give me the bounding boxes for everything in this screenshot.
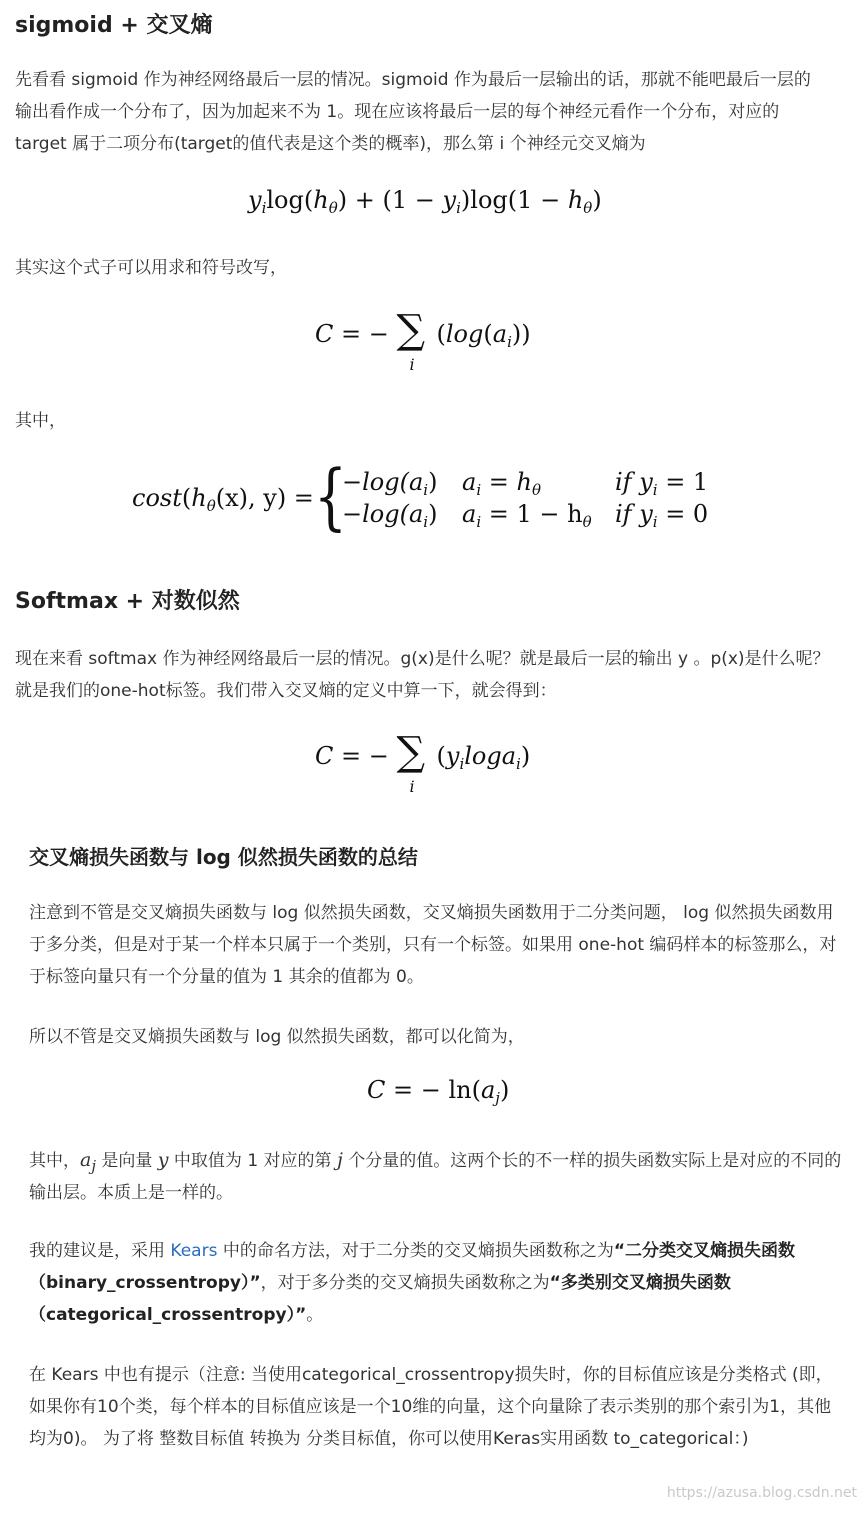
formula-neg-ln: C = − $\ln(a_j)$ [367,1076,510,1107]
formula-sum-log: C = − ∑ i $(\log(a_i))$ [315,307,531,374]
sum-operator: ∑ i [396,729,426,796]
formula-cost-row2-col2: $a_i = 1 - h_\theta$ [462,500,592,531]
formula-cost-row2-col1: $-\log(a_i)$ [342,500,438,531]
formula-softmax-sum: C = − ∑ i $(y_i\log a_i)$ [315,729,531,796]
sum-operator: ∑ i [396,307,426,374]
sigmoid-paragraph-2: 其实这个式子可以用求和符号改写， [15,258,287,278]
kears-link[interactable]: Kears [170,1241,218,1261]
summary-paragraph-5: 在 Kears 中也有提示（注意: 当使用categorical_crossentropy损失时，你的目标值应该是分类格式 (即，如果你有10个类，每个样本的目标值应该是一个10维的向量，这个向量除了表示类别的那个索引为1，其他均为0)。 为了将 整数目标值 转换为 分类目标值，你可以使用Keras实用函数 to_categorical：) [29,1365,833,1449]
formula-cost-row1-col2: $a_i = h_\theta$ [462,468,541,499]
inline-var-a-j: $a_j$ [80,1149,96,1175]
formula-cost-row1-col1: $-\log(a_i)$ [342,468,438,499]
summary-paragraph-1: 注意到不管是交叉熵损失函数与 log 似然损失函数，交叉熵损失函数用于二分类问题， log 似然损失函数用于多分类，但是对于某一个样本只属于一个类别，只有一个标签。如果用 one-hot 编码样本的标签那么，对于标签向量只有一个分量的值为 1 其余的值都为 0。 [29,903,837,987]
summary-paragraph-3: 其中，$a_j$ 是向量 y 中取值为 1 对应的第 j 个分量的值。这两个长的不一样的损失函数实际上是对应的不同的输出层。本质上是一样的。 [29,1149,842,1203]
formula-cost-brace: { [314,454,347,538]
binary-crossentropy-term: “二分类交叉熵损失函数（binary_crossentropy）” [29,1241,796,1293]
heading-sigmoid-cross-entropy: sigmoid + 交叉熵 [15,13,213,38]
heading-summary: 交叉熵损失函数与 log 似然损失函数的总结 [29,845,418,869]
watermark: https://azusa.blog.csdn.net [666,1485,857,1501]
inline-var-j: j [336,1149,343,1171]
summary-paragraph-4: 我的建议是，采用 Kears 中的命名方法，对于二分类的交叉熵损失函数称之为“二分类交叉熵损失函数（binary_crossentropy）”，对于多分类的交叉熵损失函数称之为“多类别交叉熵损失函数（categorical_crossentropy）”。 [29,1241,796,1325]
heading-softmax-log-likelihood: Softmax + 对数似然 [15,589,240,614]
formula-binary-cross-entropy: $y_i\log(h_\theta) + (1 - y_i)\log(1 - h_\theta)$ [248,186,602,217]
softmax-paragraph-1: 现在来看 softmax 作为神经网络最后一层的情况。g(x)是什么呢？就是最后一层的输出 y 。p(x)是什么呢？就是我们的one-hot标签。我们带入交叉熵的定义中算一下，就会得到： [15,649,830,701]
inline-var-y: y [157,1149,169,1171]
formula-cost-lhs: $\cos t(h_\theta(x)$, y) = [132,484,314,515]
sigmoid-paragraph-1: 先看看 sigmoid 作为神经网络最后一层的情况。sigmoid 作为最后一层输出的话，那就不能吧最后一层的输出看作成一个分布了，因为加起来不为 1。现在应该将最后一层的每个神经元看作一个分布，对应的 target 属于二项分布(target的值代表是这个类的概率)，那么第 i 个神经元交叉熵为 [15,70,811,154]
sigmoid-paragraph-3: 其中， [15,411,66,431]
formula-cost-row2-col3: if $y_i = 0$ [615,500,709,531]
formula-cost-row1-col3: if $y_i = 1$ [615,468,709,499]
categorical-crossentropy-term: “多类别交叉熵损失函数（categorical_crossentropy）” [29,1273,731,1325]
summary-paragraph-2: 所以不管是交叉熵损失函数与 log 似然损失函数，都可以化简为， [29,1027,525,1047]
